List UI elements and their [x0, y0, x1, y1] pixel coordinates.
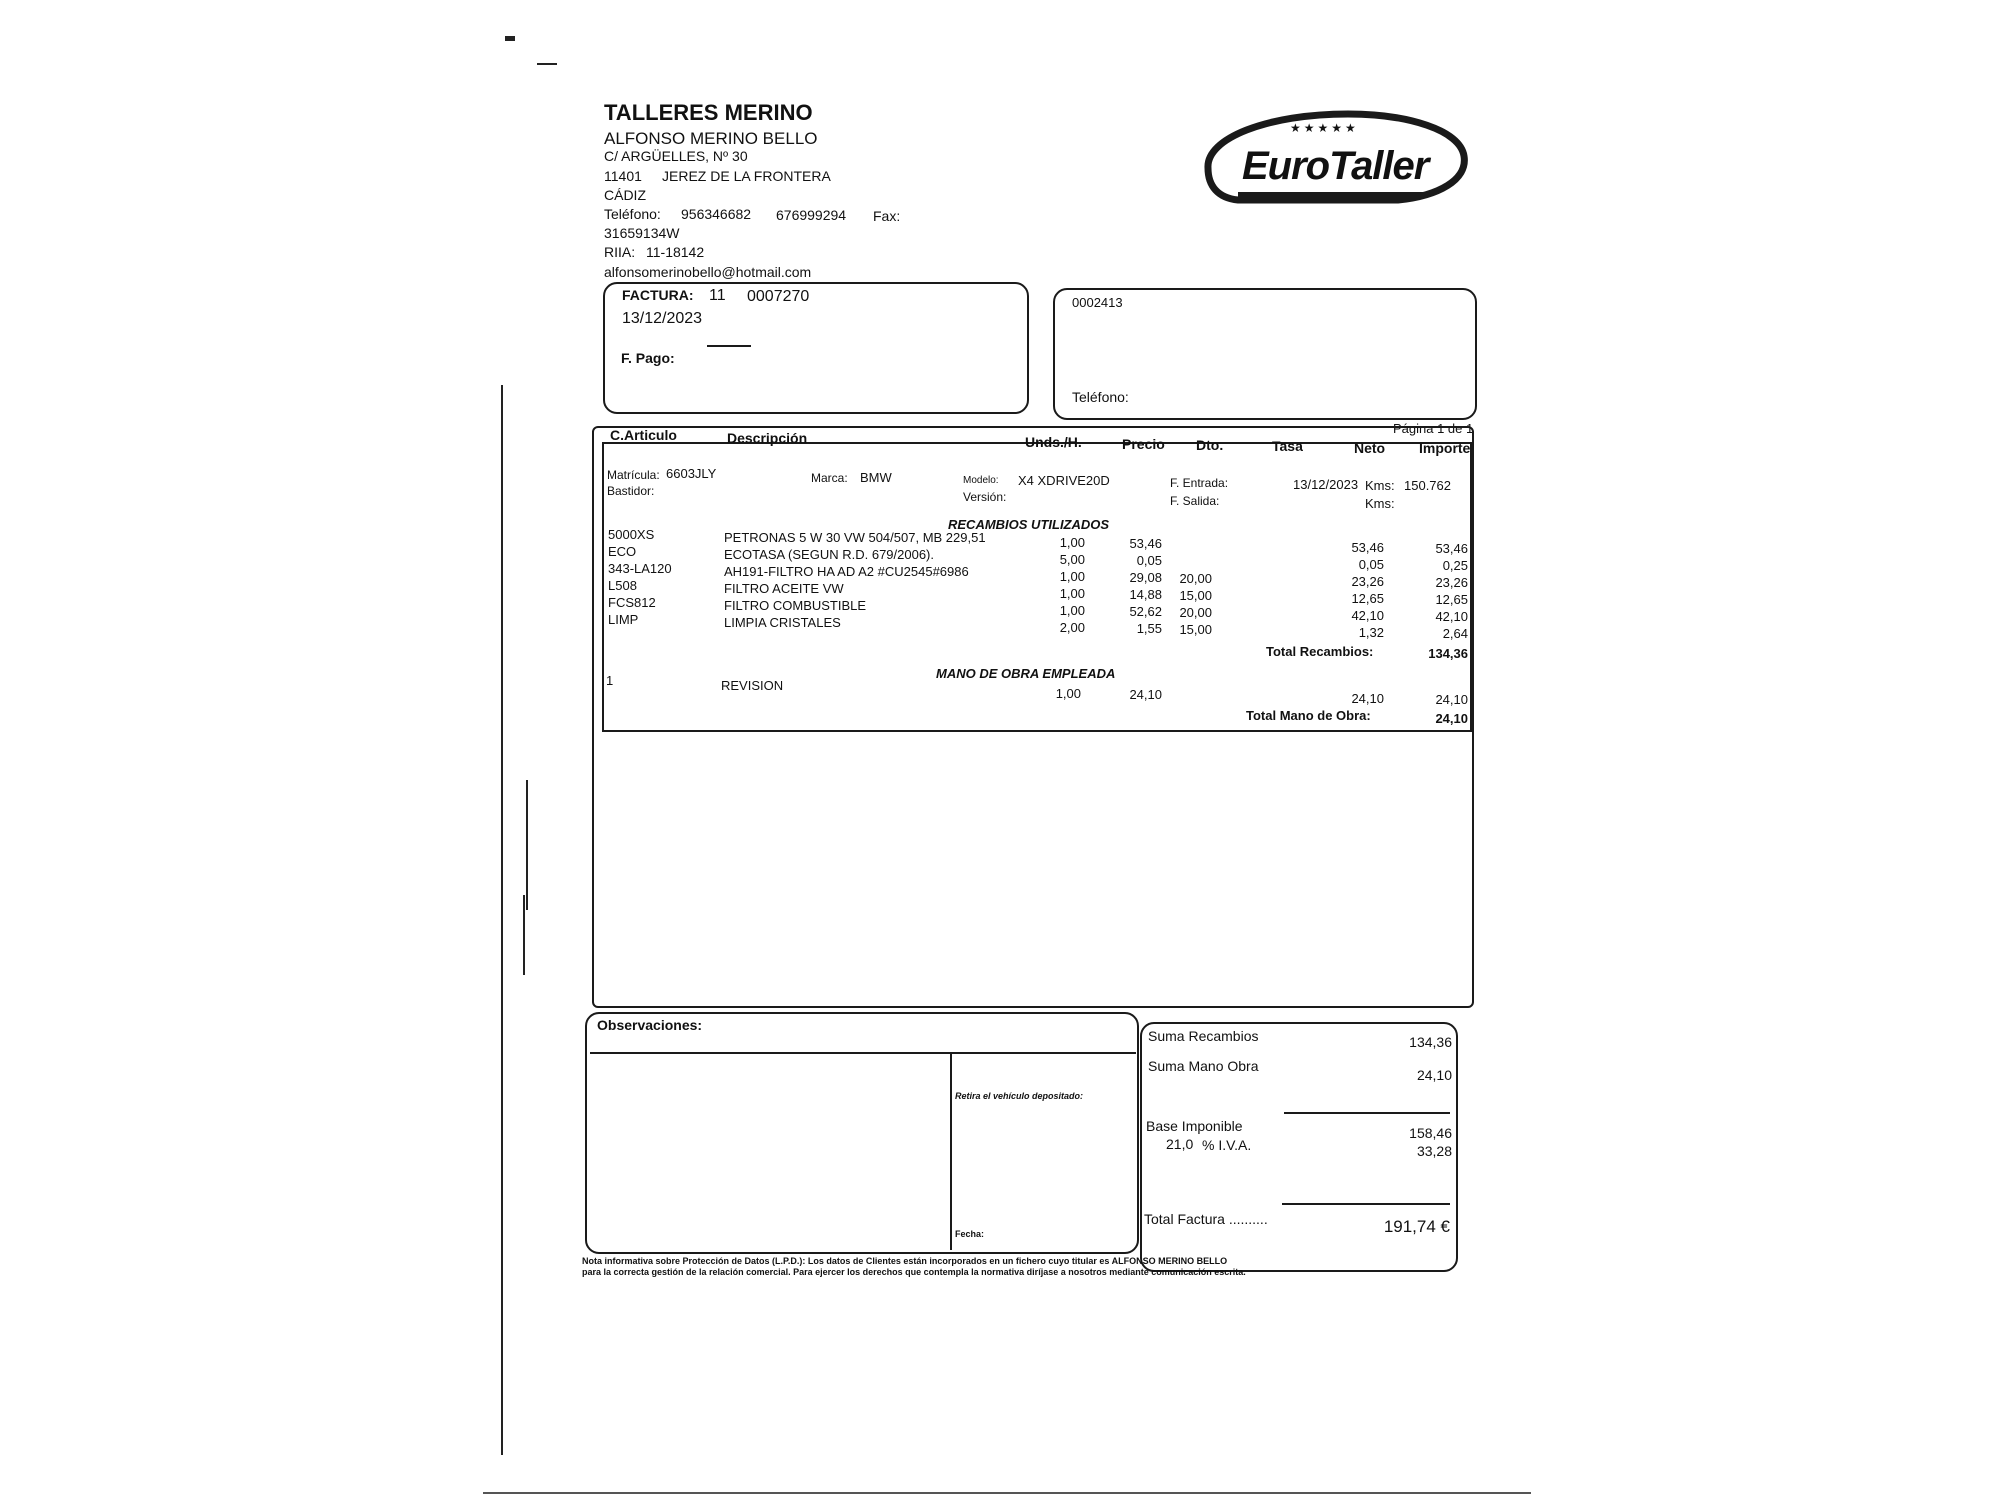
- part-amount: 53,46: [1435, 541, 1468, 556]
- scan-edge-line: [523, 895, 525, 975]
- company-city: JEREZ DE LA FRONTERA: [662, 168, 831, 184]
- observations-box: [585, 1012, 1139, 1254]
- totals-rule-1: [1284, 1112, 1450, 1114]
- part-code: FCS812: [608, 595, 656, 610]
- part-description: FILTRO ACEITE VW: [724, 581, 844, 596]
- payment-label: F. Pago:: [621, 350, 675, 366]
- part-units: 1,00: [1059, 569, 1085, 584]
- part-net: 53,46: [1351, 540, 1384, 555]
- scan-edge-line: [526, 780, 528, 910]
- part-units: 5,00: [1059, 552, 1085, 567]
- frame-label: Bastidor:: [607, 484, 655, 498]
- plate-label: Matrícula:: [607, 468, 660, 482]
- version-label: Versión:: [963, 490, 1007, 504]
- company-address: C/ ARGÜELLES, Nº 30: [604, 148, 748, 164]
- part-amount: 2,64: [1442, 626, 1468, 641]
- part-net: 12,65: [1351, 591, 1384, 606]
- pickup-divider: [950, 1054, 952, 1250]
- kms-label: Kms:: [1365, 478, 1395, 493]
- vat-label: % I.V.A.: [1202, 1137, 1252, 1153]
- labor-net: 24,10: [1351, 691, 1384, 706]
- sum-labor-label: Suma Mano Obra: [1148, 1058, 1259, 1074]
- pickup-date-label: Fecha:: [955, 1229, 985, 1239]
- col-header-net: Neto: [1354, 440, 1386, 456]
- labor-total: 24,10: [1435, 711, 1468, 726]
- company-name: TALLERES MERINO: [604, 100, 813, 125]
- scan-bottom-line: [483, 1492, 1531, 1494]
- privacy-note-line-2: para la correcta gestión de la relación comercial. Para ejercer los derechos que contempla la normativa diríjase a nosotros mediante comunicación escrita.: [582, 1267, 1246, 1277]
- invoice-series: 11: [709, 287, 726, 304]
- part-discount: 15,00: [1179, 622, 1212, 637]
- fax-label: Fax:: [873, 208, 901, 224]
- vat-amount: 33,28: [1416, 1143, 1452, 1159]
- col-header-code: C.Articulo: [610, 427, 677, 443]
- invoice-total: 191,74 €: [1383, 1217, 1450, 1236]
- part-amount: 23,26: [1435, 575, 1468, 590]
- labor-section-title: MANO DE OBRA EMPLEADA: [936, 666, 1116, 681]
- entry-date: 13/12/2023: [1293, 477, 1359, 492]
- eurotaller-logo: [1198, 108, 1474, 208]
- labor-amount: 24,10: [1435, 692, 1468, 707]
- labor-description: REVISION: [721, 678, 784, 693]
- col-header-units: Unds./H.: [1025, 434, 1082, 450]
- part-code: L508: [608, 578, 637, 593]
- part-amount: 12,65: [1435, 592, 1468, 607]
- scan-mark: [505, 36, 515, 41]
- scribble-mark: [707, 345, 751, 347]
- client-code: 0002413: [1072, 295, 1123, 310]
- part-description: AH191-FILTRO HA AD A2 #CU2545#6986: [724, 564, 969, 579]
- inner-left-border: [602, 442, 604, 732]
- client-phone-label: Teléfono:: [1072, 389, 1129, 405]
- part-description: LIMPIA CRISTALES: [724, 615, 841, 630]
- sum-parts: 134,36: [1409, 1034, 1452, 1050]
- observations-label: Observaciones:: [597, 1017, 703, 1033]
- inner-right-border: [1470, 442, 1472, 732]
- part-net: 23,26: [1351, 574, 1384, 589]
- parts-total: 134,36: [1428, 646, 1468, 661]
- part-amount: 42,10: [1435, 609, 1468, 624]
- company-nif: 31659134W: [604, 225, 680, 241]
- invoice-label: FACTURA:: [622, 287, 694, 303]
- part-price: 53,46: [1129, 536, 1162, 551]
- logo-text: EuroTaller: [1242, 144, 1429, 188]
- part-price: 1,55: [1136, 621, 1162, 636]
- part-discount: 15,00: [1179, 588, 1212, 603]
- part-net: 42,10: [1351, 608, 1384, 623]
- col-header-discount: Dto.: [1196, 437, 1224, 453]
- company-riia: 11-18142: [646, 244, 705, 260]
- company-email: alfonsomerinobello@hotmail.com: [604, 264, 812, 280]
- page-info: Página 1 de 1: [1393, 421, 1474, 436]
- part-code: 5000XS: [608, 527, 655, 542]
- part-amount: 0,25: [1442, 558, 1468, 573]
- labor-units: 1,00: [1055, 686, 1081, 701]
- invoice-total-label: Total Factura ..........: [1144, 1211, 1268, 1227]
- part-price: 14,88: [1129, 587, 1162, 602]
- company-phone-1: 956346682: [681, 206, 752, 222]
- part-description: ECOTASA (SEGUN R.D. 679/2006).: [724, 547, 934, 562]
- vehicle-plate: 6603JLY: [666, 466, 717, 481]
- model-label: Modelo:: [963, 475, 999, 486]
- labor-code: 1: [606, 673, 614, 688]
- part-net: 1,32: [1358, 625, 1384, 640]
- part-code: 343-LA120: [608, 561, 672, 576]
- pickup-label: Retira el vehículo depositado:: [955, 1091, 1084, 1101]
- entry-date-label: F. Entrada:: [1170, 476, 1229, 490]
- part-net: 0,05: [1358, 557, 1384, 572]
- labor-total-label: Total Mano de Obra:: [1246, 708, 1371, 723]
- col-header-amount: Importe: [1419, 440, 1471, 456]
- parts-total-label: Total Recambios:: [1266, 644, 1374, 659]
- part-code: LIMP: [608, 612, 639, 627]
- kms-exit-label: Kms:: [1365, 496, 1395, 511]
- sum-labor: 24,10: [1416, 1067, 1452, 1083]
- totals-rule-2: [1282, 1203, 1450, 1205]
- invoice-date: 13/12/2023: [622, 310, 703, 327]
- labor-price: 24,10: [1129, 687, 1162, 702]
- inner-bottom-border: [602, 730, 1472, 732]
- part-description: PETRONAS 5 W 30 VW 504/507, MB 229,51: [724, 530, 986, 545]
- part-units: 2,00: [1059, 620, 1085, 635]
- company-postal-code: 11401: [604, 168, 642, 184]
- brand-label: Marca:: [811, 471, 848, 485]
- phone-label: Teléfono:: [604, 206, 661, 222]
- vehicle-brand: BMW: [860, 470, 892, 485]
- tax-base-label: Base Imponible: [1146, 1118, 1243, 1134]
- tax-base: 158,46: [1409, 1125, 1452, 1141]
- parts-section-title: RECAMBIOS UTILIZADOS: [948, 517, 1110, 532]
- part-discount: 20,00: [1179, 571, 1212, 586]
- scan-edge-line: [501, 385, 503, 1455]
- part-discount: 20,00: [1179, 605, 1212, 620]
- part-description: FILTRO COMBUSTIBLE: [724, 598, 867, 613]
- col-header-tax: Tasa: [1272, 438, 1303, 454]
- col-header-price: Precio: [1122, 436, 1165, 452]
- company-phone-2: 676999294: [776, 207, 847, 223]
- riia-label: RIIA:: [604, 244, 636, 260]
- sum-parts-label: Suma Recambios: [1148, 1028, 1259, 1044]
- company-province: CÁDIZ: [604, 187, 646, 203]
- privacy-note-line-1: Nota informativa sobre Protección de Datos (L.P.D.): Los datos de Clientes están incorporados en un fichero cuyo titular es ALFONSO MERINO BELLO: [582, 1256, 1228, 1266]
- part-units: 1,00: [1059, 603, 1085, 618]
- part-price: 29,08: [1129, 570, 1162, 585]
- scan-mark: [537, 63, 557, 65]
- part-code: ECO: [608, 544, 637, 559]
- invoice-number: 0007270: [747, 288, 810, 305]
- part-price: 52,62: [1129, 604, 1162, 619]
- part-units: 1,00: [1059, 586, 1085, 601]
- logo-stars: ★★★★★: [1290, 121, 1359, 135]
- company-owner: ALFONSO MERINO BELLO: [604, 129, 818, 148]
- exit-date-label: F. Salida:: [1170, 494, 1220, 508]
- observations-divider: [590, 1052, 1136, 1054]
- vehicle-kms: 150.762: [1404, 478, 1451, 493]
- col-header-description: Descripción: [727, 430, 808, 446]
- part-units: 1,00: [1059, 535, 1085, 550]
- part-price: 0,05: [1136, 553, 1162, 568]
- vat-rate: 21,0: [1166, 1136, 1194, 1152]
- vehicle-model: X4 XDRIVE20D: [1018, 473, 1110, 488]
